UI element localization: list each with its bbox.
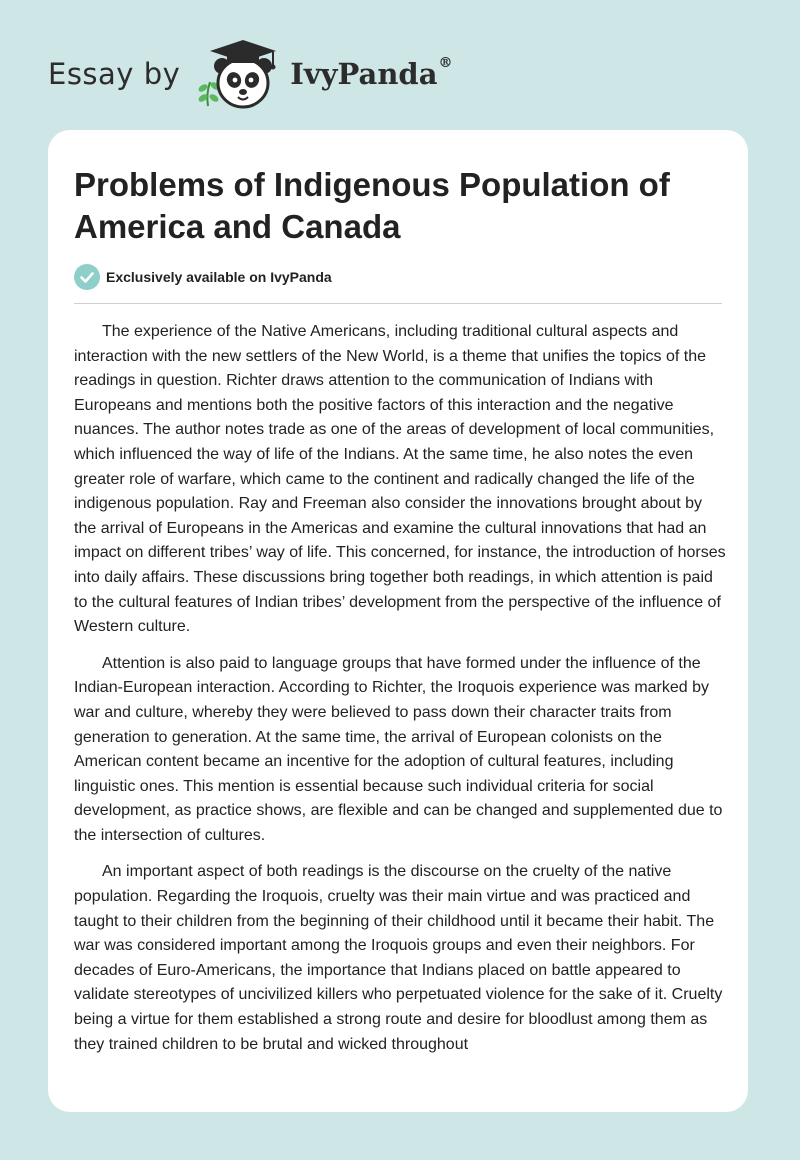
- essay-body: [74, 320, 726, 1069]
- essay-card: [48, 130, 748, 1112]
- paragraph: The experience of the Native Americans, including traditional cultural aspects and interaction with the new settlers of the New World, is a theme that unifies the topics of the readings in question. Richter draws attention to the communication of Indians with Europeans and mentions both the positive factors of this interaction and the negative nuances. The author notes trade as one of the areas of development of local communities, which influenced the way of life of the Indians. At the same time, he also notes the even greater role of warfare, which came to the continent and radically changed the life of the indigenous population. Ray and Freeman also consider the innovations brought about by the arrival of Europeans in the Americas and examine the cultural innovations that had an impact on different tribes’ way of life. This concerned, for instance, the introduction of horses into daily affairs. These discussions bring together both readings, in which attention is paid to the cultural features of Indian tribes’ development from the perspective of the influence of Western culture.: [74, 323, 726, 636]
- page-title: Problems of Indigenous Population of America and Canada: [74, 166, 670, 245]
- paragraph: An important aspect of both readings is the discourse on the cruelty of the native population. Regarding the Iroquois, cruelty was their main virtue and was practiced and taught to their children from the beginning of their childhood until it became their habit. The war was considered important among the Iroquois groups and even their neighbors. For decades of Euro-Americans, the importance that Indians placed on battle appeared to validate stereotypes of uncivilized killers who perpetuated violence for the sake of it. Cruelty being a virtue for them established a strong route and desire for bloodlust among them as they trained children to be brutal and wicked throughout: [74, 863, 723, 1053]
- brand-name-text: IvyPanda: [290, 57, 438, 91]
- exclusive-label: Exclusively available on IvyPanda: [106, 269, 332, 285]
- site-header: [48, 34, 453, 114]
- brand-prefix: Essay by: [48, 57, 181, 91]
- check-circle-icon: [74, 264, 100, 290]
- registered-mark: ®: [438, 55, 453, 71]
- exclusive-badge: [74, 264, 332, 290]
- paragraph: Attention is also paid to language groups that have formed under the influence of the Indian-European interaction. According to Richter, the Iroquois experience was marked by war and culture, whereby they were believed to pass down their character traits from generation to generation. At the same time, the arrival of European colonists on the American content became an incentive for the adoption of cultural features, including linguistic ones. This mention is essential because such individual criteria for social development, as practice shows, are flexible and can be changed and supplemented due to the intersection of cultures.: [74, 654, 723, 844]
- panda-graduate-icon[interactable]: [194, 36, 286, 112]
- divider: [74, 303, 722, 304]
- brand-name[interactable]: [290, 57, 452, 91]
